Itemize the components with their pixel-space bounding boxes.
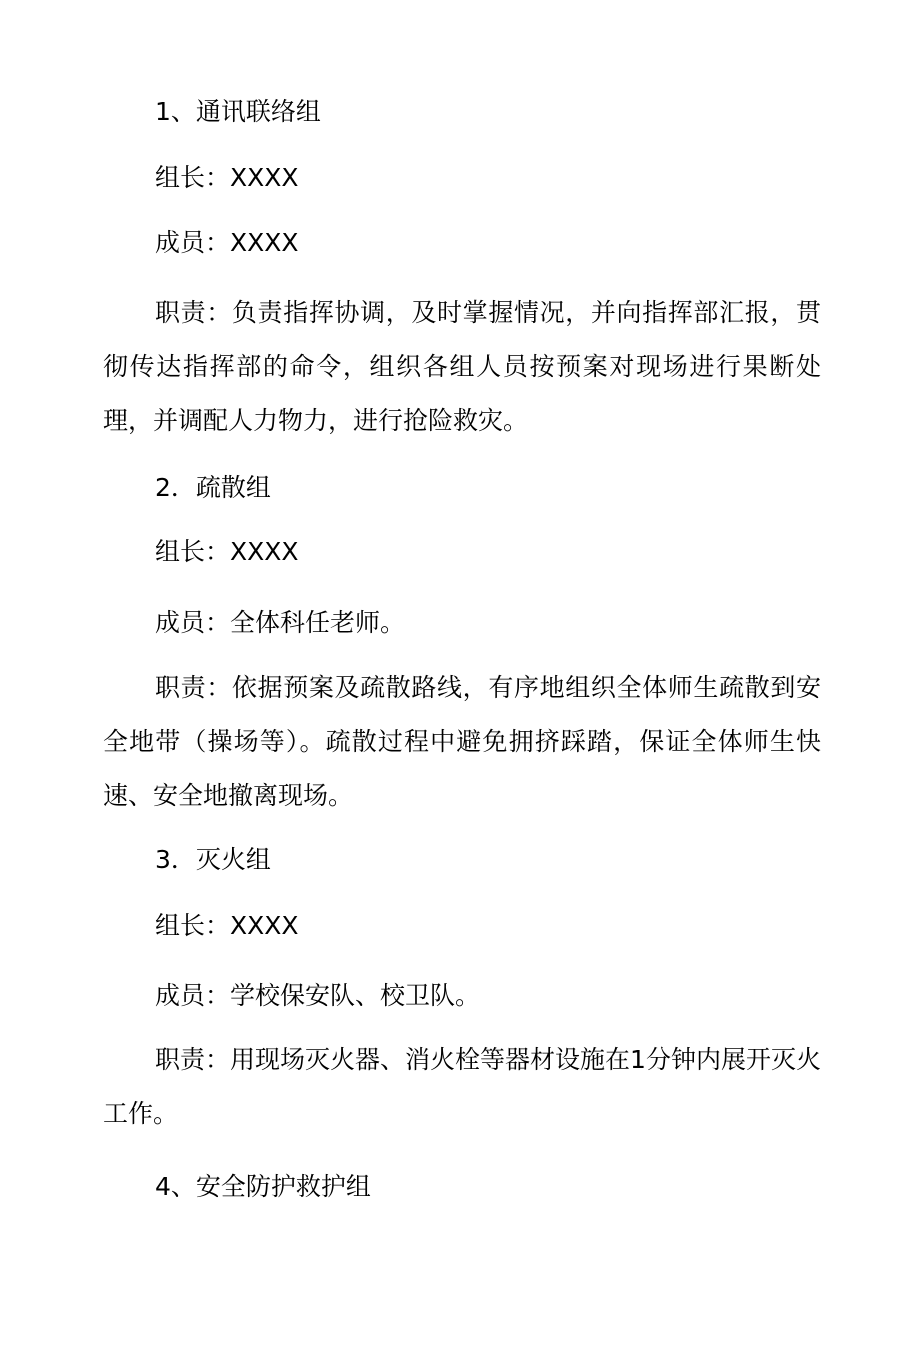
duty-paragraph: 职责：用现场灭火器、消火栓等器材设施在1分钟内展开灭火工作。 <box>103 1045 821 1128</box>
section-heading: 3．灭火组 <box>155 845 271 874</box>
section-heading: 2．疏散组 <box>155 473 271 502</box>
members-line: 成员：学校保安队、校卫队。 <box>155 981 481 1010</box>
duty-paragraph: 职责：负责指挥协调，及时掌握情况，并向指挥部汇报，贯彻传达指挥部的命令，组织各组人员按预案对现场进行果断处理，并调配人力物力，进行抢险救灾。 <box>103 298 821 435</box>
leader-line: 组长：XXXX <box>155 911 299 940</box>
leader-line: 组长：XXXX <box>155 163 299 192</box>
section-heading: 1、通讯联络组 <box>155 97 321 126</box>
members-line: 成员：XXXX <box>155 228 299 257</box>
duty-paragraph: 职责：依据预案及疏散路线，有序地组织全体师生疏散到安全地带（操场等）。疏散过程中避免拥挤踩踏，保证全体师生快速、安全地撤离现场。 <box>103 673 821 810</box>
leader-line: 组长：XXXX <box>155 537 299 566</box>
members-line: 成员：全体科任老师。 <box>155 608 406 637</box>
section-heading: 4、安全防护救护组 <box>155 1172 371 1201</box>
